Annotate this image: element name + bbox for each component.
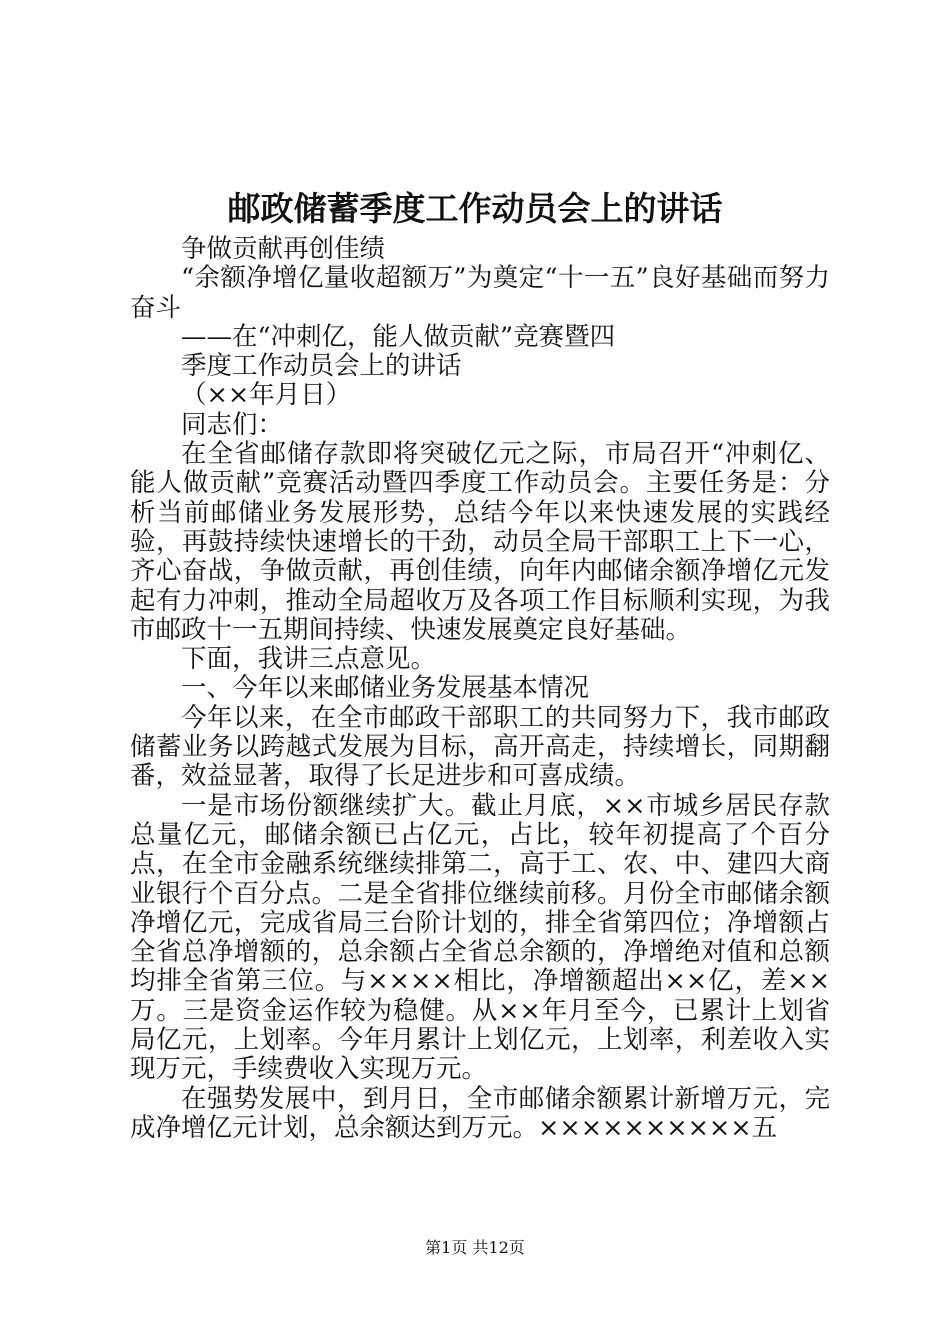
paragraph: 下面，我讲三点意见。 (181, 644, 437, 675)
paragraph: 争做贡献再创佳绩 (181, 234, 386, 264)
paragraph: 在全省邮储存款即将突破亿元之际，市局召开“冲刺亿、能人做贡献”竞赛活动暨四季度工作动员会。主要任务是：分析当前邮储业务发展形势，总结今年以来快速发展的实践经验，再鼓持续快速增长的干劲，动员全局干部职工上下一心，齐心奋战，争做贡献，再创佳绩，向年内邮储余额净增亿元发起有力冲刺，推动全局超收万及各项工作目标顺利实现，为我市邮政十一五期间持续、快速发展奠定良好基础。 (130, 439, 830, 645)
paragraph: 季度工作动员会上的讲话 (181, 351, 462, 382)
paragraph: 在强势发展中，到月日，全市邮储余额累计新增万元，完成净增亿元计划，总余额达到万元。××××××××××五 (130, 1083, 830, 1143)
paragraph: ——在“冲刺亿，能人做贡献”竞赛暨四 (181, 321, 616, 352)
paragraph: 一、今年以来邮储业务发展基本情况 (181, 673, 590, 704)
paragraph: （××年月日） (181, 380, 352, 411)
paragraph: “余额净增亿量收超额万”为奠定“十一五”良好基础而努力奋斗 (130, 263, 830, 323)
paragraph: 今年以来，在全市邮政干部职工的共同努力下，我市邮政储蓄业务以跨越式发展为目标，高开高走，持续增长，同期翻番，效益显著，取得了长足进步和可喜成绩。 (130, 702, 830, 792)
paragraph: 同志们： (181, 409, 284, 440)
paragraph: 一是市场份额继续扩大。截止月底，××市城乡居民存款总量亿元，邮储余额已占亿元，占比，较年初提高了个百分点，在全市金融系统继续排第二，高于工、农、中、建四大商业银行个百分点。二是全省排位继续前移。月份全市邮储余额净增亿元，完成省局三台阶计划的，排全省第四位；净增额占全省总净增额的，总余额占全省总余额的，净增绝对值和总额均排全省第三位。与××××相比，净增额超出××亿，差××万。三是资金运作较为稳健。从××年月至今，已累计上划省局亿元，上划率。今年月累计上划亿元，上划率，利差收入实现万元，手续费收入实现万元。 (130, 790, 830, 1085)
page-number-footer: 第1页 共12页 (425, 1238, 525, 1257)
document-body (130, 235, 830, 1143)
document-title: 邮政储蓄季度工作动员会上的讲话 (227, 189, 723, 228)
